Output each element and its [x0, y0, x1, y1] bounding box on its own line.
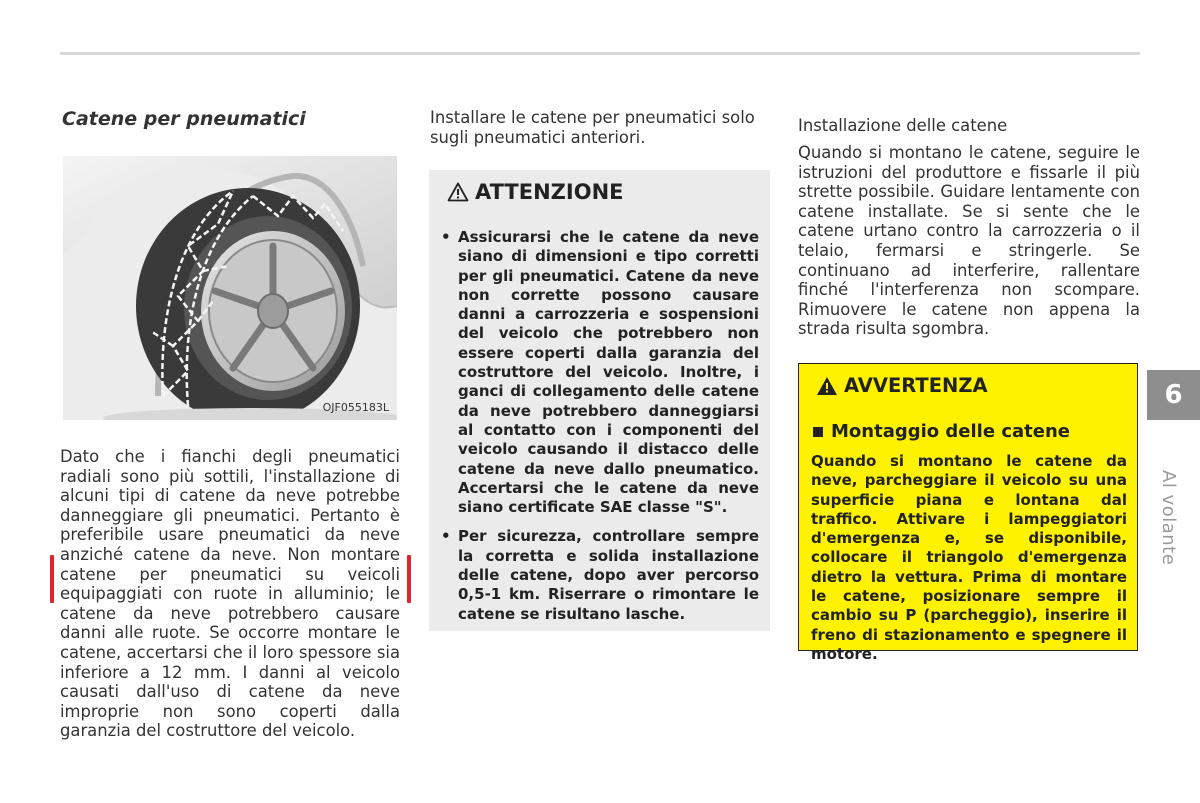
caution-item: • Per sicurezza, controllare sempre la corretta e solida installazione delle catene, dopo aver percorso 0,5-1 km. Riserrare o rimontare le catene se risultano lasche. — [441, 527, 759, 623]
warning-title: AVVERTENZA — [844, 374, 988, 397]
install-instructions: Quando si montano le catene, seguire le istruzioni del produttore e fissarle il più strette possibile. Guidare lentamente con catene installate. Se si sente che le catene urtano contro la carrozzeria o il telaio, fermarsi e stringerle. Se continuano ad interferire, rallentare finché l'interferenza non scompare. Rimuovere le catene non appena la strada risulta sgombra. — [798, 143, 1140, 339]
revision-mark-right — [407, 555, 411, 603]
figure-code: OJF055183L — [322, 401, 389, 414]
warning-triangle-icon — [816, 376, 838, 396]
chapter-number-tab: 6 — [1147, 370, 1200, 420]
warning-triangle-icon — [447, 182, 469, 202]
caution-heading — [447, 180, 624, 204]
warning-subtitle: Montaggio delle catene — [831, 421, 1070, 442]
tire-chain-description — [60, 447, 400, 741]
caution-title: ATTENZIONE — [475, 180, 624, 204]
caution-item: • Assicurarsi che le catene da neve siano di dimensioni e tipo corretti per gli pneumatici. Catene da neve non corrette possono causare danni a carrozzeria e sospensioni del veicolo che potrebbero non essere coperti dalla garanzia del costruttore del veicolo. Inoltre, i ganci di collegamento delle catene da neve potrebbero danneggiarsi al contatto con i componenti del veicolo causando il distacco delle catene da neve dallo pneumatico. Accertarsi che le catene da neve siano certificate SAE classe "S". — [441, 228, 759, 517]
warning-subheading — [813, 421, 1070, 442]
tire-chain-illustration — [63, 156, 397, 420]
section-heading: Catene per pneumatici — [62, 108, 306, 130]
top-divider — [60, 52, 1140, 55]
warning-text: Quando si montano le catene da neve, parcheggiare il veicolo su una superficie piana e lontana dal traffico. Attivare i lampeggiatori d'emergenza e, se disponibile, collocare il triangolo d'emergenza dietro la vettura. Prima di montare le catene, posizionare sempre il cambio su P (parcheggio), inserire il freno di stazionamento e spegnere il motore. — [811, 452, 1127, 663]
tire-chain-drawing — [63, 156, 397, 420]
install-heading: Installazione delle catene — [798, 116, 1008, 135]
warning-heading — [816, 374, 988, 397]
square-bullet-icon — [813, 427, 823, 437]
caution-box — [429, 170, 770, 631]
warning-box — [798, 363, 1138, 663]
revision-mark-left — [50, 555, 54, 603]
body-paragraph: Dato che i fianchi degli pneumatici radiali sono più sottili, l'installazione di alcuni tipi di catene da neve potrebbe danneggiare gli pneumatici. Pertanto è preferibile usare pneumatici da neve anziché catene da neve. Non montare catene per pneumatici su veicoli equipaggiati con ruote in alluminio; le catene da neve potrebbero causare danni alle ruote. Se occorre montare le catene, accertarsi che il loro spessore sia inferiore a 12 mm. I danni al veicolo causati dall'uso di catene da neve improprie non sono coperti dalla garanzia del costruttore del veicolo. — [60, 447, 400, 741]
install-front-note: Installare le catene per pneumatici solo sugli pneumatici anteriori. — [430, 108, 755, 147]
caution-list — [441, 228, 759, 634]
chapter-label: Al volante — [1158, 470, 1179, 566]
